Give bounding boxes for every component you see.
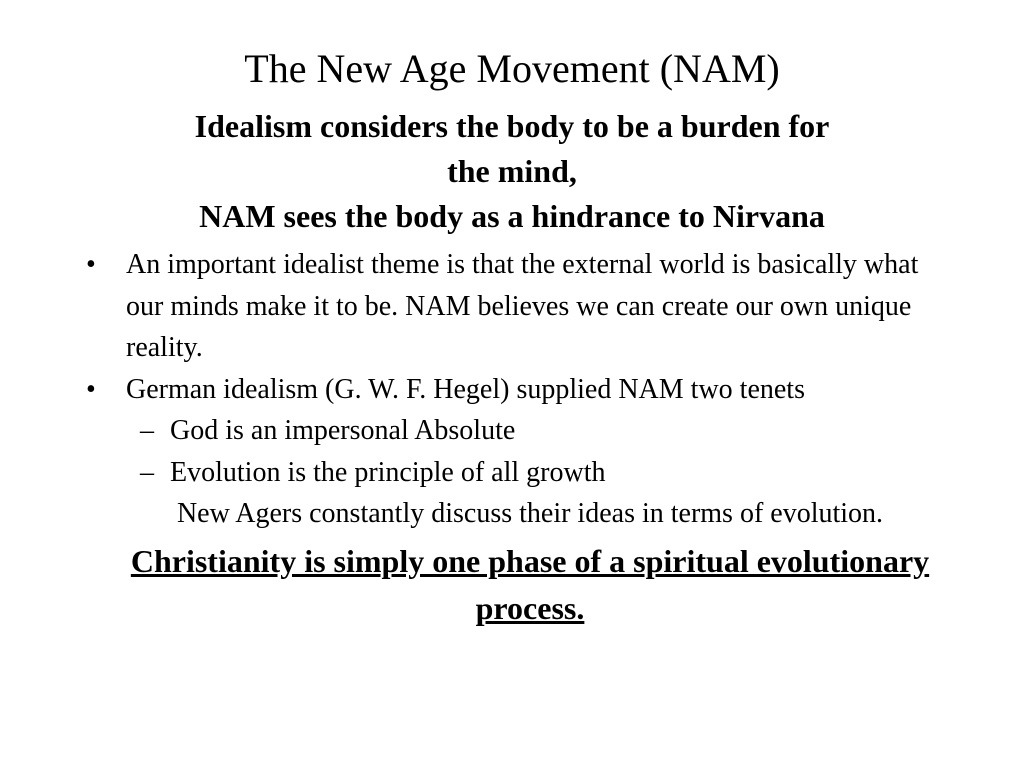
sub-bullet-item — [80, 410, 940, 452]
sub-bullet-text: God is an impersonal Absolute — [170, 415, 516, 446]
slide-body — [80, 244, 940, 632]
bullet-marker: • — [86, 249, 96, 280]
sub-bullet-marker: – — [140, 456, 154, 488]
conclusion-statement: Christianity is simply one phase of a spiritual evolutionary process. — [130, 542, 930, 626]
slide-title: The New Age Movement (NAM) — [244, 46, 780, 91]
bullet-marker: • — [86, 373, 96, 405]
subtitle-line: the mind, — [447, 153, 577, 189]
evolution-note: New Agers constantly discuss their ideas in terms of evolution. — [176, 498, 884, 529]
subtitle-line: Idealism considers the body to be a burden for — [194, 108, 830, 144]
subtitle-line: NAM sees the body as a hindrance to Nirvana — [199, 198, 825, 234]
sub-bullet-item — [80, 452, 940, 494]
sub-bullet-marker: – — [140, 415, 154, 446]
bullet-item — [80, 244, 940, 369]
slide-subtitle — [100, 104, 924, 239]
bullet-text: German idealism (G. W. F. Hegel) supplied NAM two tenets — [126, 373, 805, 405]
sub-bullet-text: Evolution is the principle of all growth — [170, 456, 606, 488]
bullet-item — [80, 369, 940, 411]
bullet-text: An important idealist theme is that the external world is basically what our minds make it to be. NAM believes we can create our own unique reality. — [126, 249, 919, 363]
